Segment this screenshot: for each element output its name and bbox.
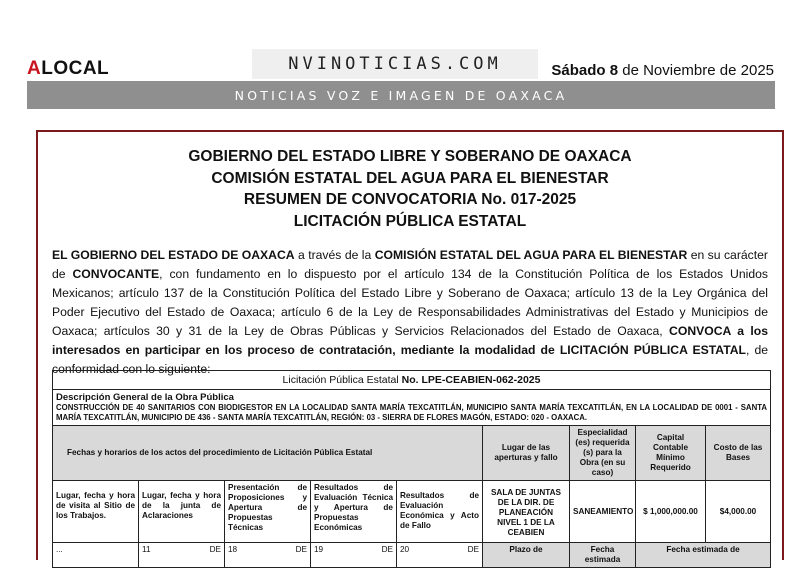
subheader-row [53,481,771,543]
intro-text-8: , de conformidad con lo siguiente: [52,343,768,376]
subheader-visita: Lugar, fecha y hora de visita al Sitio de los Trabajos. [53,481,139,543]
subheader-junta: Lugar, fecha y hora de la junta de Aclaraciones [139,481,225,543]
intro-text-2: a través de la [294,248,375,262]
date-rest: de Noviembre de 2025 [622,62,774,79]
publication-date [551,62,774,79]
plazo-header: Plazo de [483,543,570,568]
schedule-visita: ... [53,543,139,568]
lugar-value: SALA DE JUNTAS DE LA DIR. DE PLANEACIÓN NIVEL 1 DE LA CEABIEN [483,481,570,543]
section-prefix: A [27,58,42,79]
title-line-1: GOBIERNO DEL ESTADO LIBRE Y SOBERANO DE OAXACA [188,148,632,165]
schedule-fallo: 20 DE [397,543,483,568]
description-row [53,390,771,426]
capital-value: $ 1,000,000.00 [636,481,706,543]
title-line-2: COMISIÓN ESTATAL DEL AGUA PARA EL BIENESTAR [211,169,609,187]
intro-text-6: , con fundamento en lo dispuesto por el artículo 134 de la Constitución Política de los Estados Unidos Mexicanos; artículo 137 de la Constitución Política del Estado Libre y Soberano de Oaxaca; artículo 13 de la Ley Orgánica del Poder Ejecutivo del Estado de Oaxaca; artículo 6 de la Ley de Responsabilidades Administrativas del Estado y Municipios de Oaxaca; artículos 30 y 31 de la Ley de Obras Públicas y Servicios Relacionados del Estado de Oaxaca, [52,267,768,338]
intro-bold-1: EL GOBIERNO DEL ESTADO DE OAXACA [52,248,295,262]
fecha-estimada-header: Fecha estimada [570,543,636,568]
header-capital: Capital Contable Mínimo Requerido [636,426,706,481]
intro-paragraph [52,246,768,379]
header-row [53,426,771,481]
description-cell [53,390,771,426]
slogan-bar: NOTICIAS VOZ E IMAGEN DE OAXACA [27,81,775,109]
intro-text-4: en su carácter de [52,248,768,281]
header-fechas: Fechas y horarios de los actos del procedimiento de Licitación Pública Estatal [53,426,483,481]
schedule-junta: 11 DE [139,543,225,568]
section-logo [27,58,109,80]
title-line-3: RESUMEN DE CONVOCATORIA No. 017-2025 [243,191,577,208]
subheader-evaluacion-tecnica: Resultados de Evaluación Técnica y Apertura de Propuestas Económicas [311,481,397,543]
public-notice [36,130,784,564]
subheader-presentacion: Presentación de Proposiciones y Apertura de Propuestas Técnicas [225,481,311,543]
costo-value: $4,000.00 [706,481,771,543]
subheader-fallo: Resultados de Evaluación Económica y Acto de Fallo [397,481,483,543]
header-lugar: Lugar de las aperturas y fallo [483,426,570,481]
date-day: 8 [609,62,619,79]
masthead [0,0,800,115]
site-name[interactable]: NVINOTICIAS.COM [252,49,538,79]
tender-table [52,370,771,568]
date-weekday: Sábado [551,62,606,79]
licitacion-cell [53,371,771,390]
intro-bold-7: CONVOCA a los interesados en participar en los proceso de contratación, mediante la modalidad de LICITACIÓN PÚBLICA ESTATAL [52,324,768,357]
schedule-presentacion: 18 DE [225,543,311,568]
notice-titles [52,146,768,232]
licitacion-number: No. LPE-CEABIEN-062-2025 [401,374,541,386]
description-text: CONSTRUCCIÓN DE 40 SANITARIOS CON BIODIGESTOR EN LA LOCALIDAD SANTA MARÍA TEXCATITLÁN, MUNICIPIO SANTA MARÍA TEXCATITLÁN, EN LA LOCALIDAD DE 0001 - SANTA MARÍA TEXCATITLÁN, MUNICIPIO DE 436 - SANTA MARÍA TEXCATITLÁN, REGIÓN: 03 - SIERRA DE FLORES MAGÓN, ESTADO: 020 - OAXACA. [56,403,768,422]
schedule-row [53,543,771,568]
header-costo: Costo de las Bases [706,426,771,481]
description-label: Descripción General de la Obra Pública [56,392,234,403]
intro-bold-5: CONVOCANTE [72,267,160,281]
section-name: LOCAL [41,58,110,79]
intro-bold-3: COMISIÓN ESTATAL DEL AGUA PARA EL BIENESTAR [374,248,688,262]
licitacion-label: Licitación Pública Estatal [282,374,402,386]
licitacion-row [53,371,771,390]
title-line-4: LICITACIÓN PÚBLICA ESTATAL [293,212,527,230]
fecha-estimada-de-header: Fecha estimada de [636,543,771,568]
tender-table-wrap [52,370,770,568]
especialidad-value: SANEAMIENTO [570,481,636,543]
schedule-evaluacion: 19 DE [311,543,397,568]
header-especialidad: Especialidad (es) requerida (s) para la Obra (en su caso) [570,426,636,481]
